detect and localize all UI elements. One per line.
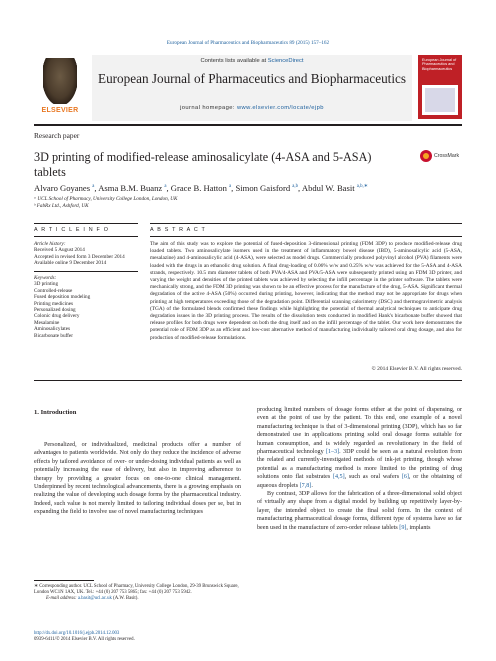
keywords	[34, 275, 138, 339]
keyword: 3D printing	[34, 281, 59, 288]
author-affiliation-mark: a,b	[292, 184, 299, 190]
corresponding-author-footnote	[34, 584, 241, 603]
keyword: Mesalamine	[34, 319, 60, 326]
author-name[interactable]: Simon Gaisford	[235, 183, 291, 193]
abstract-text: The aim of this study was to explore the potential of fused-deposition 3-dimensional printing (FDM 3DP) to produce modified-release drug loaded tablets. Two aminosalicylate isomers used in the treatment of inflammatory bowel disease (IBD), 5-aminosalicylic acid (5-ASA, mesalazine) and 4-aminosalicylic acid (4-ASA), were selected as model drugs. Commercially produced polyvinyl alcohol (PVA) filaments were loaded with the drugs in an ethanolic drug solution. A final drug-loading of 0.06% w/w and 0.25% w/w was achieved for the 5-ASA and 4-ASA strands, respectively. 10.5 mm diameter tablets of both PVA/4-ASA and PVA/5-ASA were subsequently printed using an FDM 3D printer, and varying the weight and densities of the printed tablets was achieved by selecting the infill percentage in the printer software. The tablets were mechanically strong, and the FDM 3D printing was shown to be an effective process for the manufacture of the drug, 5-ASA. Significant thermal degradation of the active 4-ASA (50%) occurred during printing, however, indicating that the method may not be appropriate for drugs when printing at high temperatures exceeding those of the degradation point. Differential scanning calorimetry (DSC) and thermogravimetric analysis (TGA) of the formulated blends confirmed these findings while highlighting the potential of thermal analytical techniques to anticipate drug degradation issues in the 3D printing process. The results of the dissolution tests conducted in modified Hank's bicarbonate buffer showed that release profiles for both drugs were dependent on both the drug itself and on the infill percentage of the tablet. Our work here demonstrates the potential role of FDM 3DP as an efficient and low-cost alternative method of manufacturing individually tailored oral drug dosage, and also for production of modified-release formulations.	[150, 241, 462, 341]
citation-link[interactable]: [6]	[401, 474, 409, 481]
citation-link[interactable]: [1–3]	[325, 449, 340, 456]
contents-line	[92, 58, 412, 64]
history-accepted: Accepted in revised form 3 December 2014	[34, 253, 125, 260]
author-name[interactable]: Abdul W. Basit	[301, 183, 355, 193]
author-name[interactable]: Alvaro Goyanes	[34, 183, 91, 193]
history-received: Received 5 August 2014	[34, 247, 85, 254]
article-type: Research paper	[34, 131, 80, 140]
history-online: Available online 9 December 2014	[34, 260, 107, 267]
sciencedirect-link[interactable]: ScienceDirect	[267, 58, 304, 64]
citation-link[interactable]: [4,5]	[332, 474, 345, 481]
homepage-prefix: journal homepage:	[180, 105, 237, 111]
info-rule	[34, 223, 138, 224]
abstract-rule	[150, 236, 462, 237]
history-label: Article history:	[34, 241, 66, 247]
running-header: European Journal of Pharmaceutics and Biopharmaceutics 89 (2015) 157–162	[166, 40, 330, 46]
abstract-heading: A B S T R A C T	[150, 227, 207, 233]
info-rule	[34, 271, 138, 272]
abstract-bottom-rule	[34, 380, 462, 381]
intro-right-column: producing limited numbers of dosage forms either at the point of dispensing, or even at the point of use by the patient. To this end, one example of a novel manufacturing technique is that of 3-dimensional printing (3DP), which has so far demonstrated use in applications printing solid oral dosage forms suitable for human consumption, and is widely regarded as revolutionary in the field of pharmaceutical technology [1–3]. 3DP could be seen as a natural evolution from the related and currently-investigated methods of ink-jet printing, though whose potential as a manufacturing method is more limited to the printing of drug solutions onto flat substrates [4,5], such as oral wafers [6], or the obtaining of aqueous droplets [7,8]. By contrast, 3DP allows for the fabrication of a three-dimensional solid object of virtually any shape from a digital model by building up repetitively layer-by-layer, the intended object to create the final solid form. In the context of manufacturing pharmaceutical dosage forms, different type of systems have so far been used in the manufacture of zero-order release tablets [9], implants	[257, 407, 463, 531]
abstract-rule	[150, 223, 462, 224]
keyword: Controlled-release	[34, 287, 73, 294]
issn-line: 0939-6411/© 2014 Elsevier B.V. All rights reserved.	[34, 637, 135, 643]
affiliation: ᵃ UCL School of Pharmacy, University College London, London, UK	[34, 196, 178, 202]
article-info-heading: A R T I C L E I N F O	[34, 227, 110, 233]
intro-left-column	[34, 441, 241, 517]
footnote-email: E-mail address: a.basit@ucl.ac.uk (A.W. Basit).	[46, 596, 139, 602]
keywords-label: Keywords:	[34, 275, 57, 281]
crossmark-label: CrossMark	[434, 153, 460, 159]
journal-banner	[34, 55, 462, 121]
elsevier-logo[interactable]	[34, 55, 86, 121]
doi-block	[34, 631, 241, 643]
cover-image	[425, 88, 455, 112]
citation-link[interactable]: [7,8]	[299, 482, 312, 489]
author-affiliation-mark: a,b,∗	[356, 184, 368, 190]
crossmark-badge[interactable]	[420, 150, 464, 170]
elsevier-tree-icon	[43, 58, 77, 104]
keyword: Fused deposition modeling	[34, 294, 91, 301]
author-name[interactable]: Asma B.M. Buanz	[98, 183, 163, 193]
author-list: Alvaro Goyanes $^a$, Asma B.M. Buanz $^a$, Grace B. Hatton $^a$, Simon Gaisford $^{a,b}$, Abdul W. Basit $^{a,b,∗}$	[34, 183, 368, 193]
citation-link[interactable]: [9]	[399, 524, 407, 531]
journal-cover-thumbnail[interactable]	[418, 55, 462, 119]
publisher-name: ELSEVIER	[41, 107, 79, 114]
homepage-link[interactable]: www.elsevier.com/locate/ejpb	[236, 105, 324, 111]
doi-link[interactable]: http://dx.doi.org/10.1016/j.ejpb.2014.12.003	[34, 631, 120, 636]
keyword: Bicarbonate buffer	[34, 332, 73, 339]
intro-paragraph: Personalized, or individualized, medicinal products offer a number of advantages to patients worldwide. Not only do they reduce the incidence of adverse effects by tailored avoidance of over- or under-dosing individual patients as well as potentially increasing the ease of delivery, but also in improving adherence to therapy by providing a greater focus on one-to-one clinical management. Underpinned by recent technological advancements, there is a growing emphasis on realizing the value of developing such dosage forms by the pharmaceutical industry. Indeed, such value is not merely limited to tailoring individual doses per se, but in expanding the field to involve use of novel manufacturing techniques	[34, 442, 241, 516]
footnote-rule	[34, 580, 94, 581]
email-link[interactable]: a.basit@ucl.ac.uk	[77, 596, 112, 602]
author-affiliation-mark: a	[229, 184, 232, 190]
cover-title: European Journal of Pharmaceutics and Biopharmaceutics	[422, 58, 457, 71]
crossmark-icon-inner	[423, 153, 429, 159]
contents-prefix: Contents lists available at	[200, 58, 268, 64]
keyword: Colonic drug delivery	[34, 313, 80, 320]
author-affiliation-mark: a	[164, 184, 167, 190]
keyword: Personalized dosing	[34, 307, 76, 314]
footnote-text: ∗ Corresponding author. UCL School of Pharmacy, University College London, 29-39 Brunswick Square, London WC1N 1AX, UK. Tel.: +44 (0) 207 753 5865; fax: +44 (0) 207 753 5942.	[34, 584, 239, 596]
banner-rule	[34, 124, 462, 126]
author-name[interactable]: Grace B. Hatton	[170, 183, 227, 193]
article-title: 3D printing of modified-release aminosalicylate (4-ASA and 5-ASA) tablets	[34, 150, 372, 179]
journal-homepage	[92, 105, 412, 111]
section-heading: 1. Introduction	[34, 409, 77, 416]
keyword: Aminosalicylates	[34, 326, 71, 333]
journal-masthead	[92, 55, 412, 121]
journal-title: European Journal of Pharmaceutics and Biopharmaceutics	[98, 71, 406, 86]
article-history	[34, 241, 138, 267]
info-rule	[34, 236, 138, 237]
keyword: Printing medicines	[34, 300, 74, 307]
author-affiliation-mark: a	[92, 184, 95, 190]
affiliation: ᵇ FabRx Ltd., Ashford, UK	[34, 203, 89, 209]
copyright-notice: © 2014 Elsevier B.V. All rights reserved.	[371, 366, 462, 372]
